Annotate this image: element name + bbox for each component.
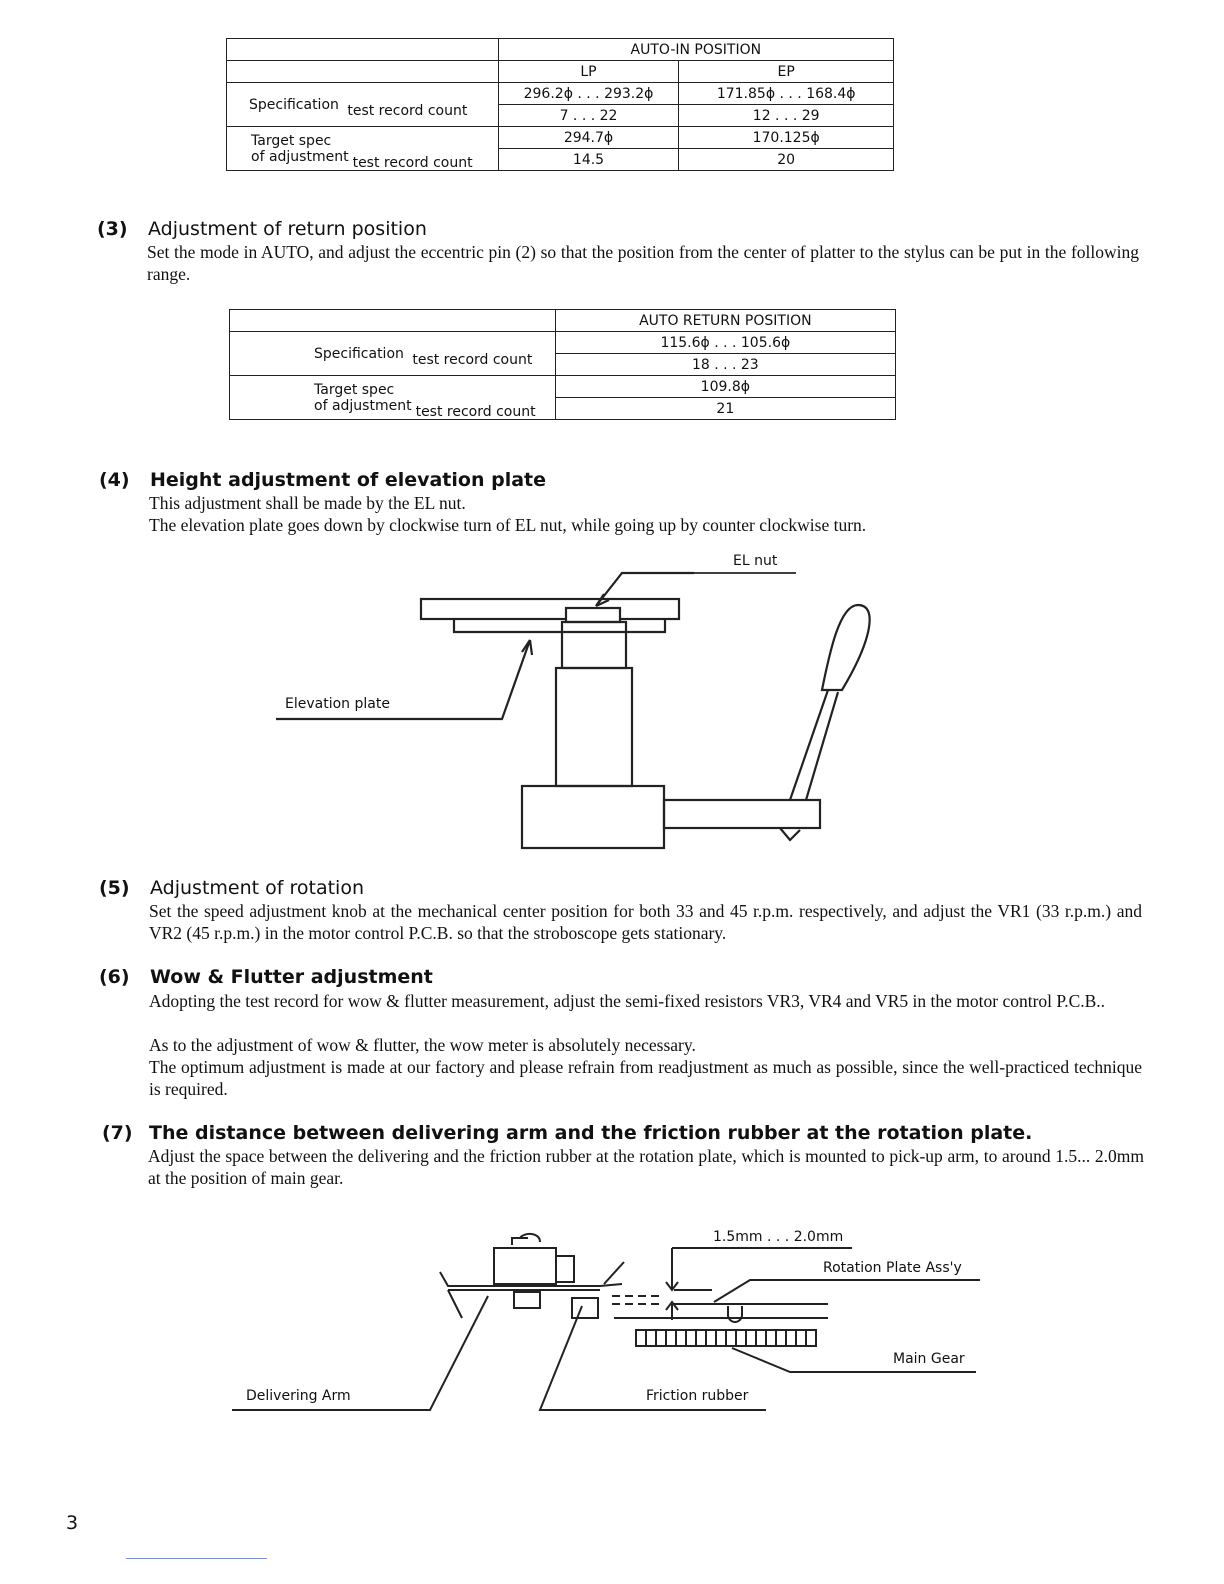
label-distance: 1.5mm . . . 2.0mm xyxy=(713,1229,844,1245)
table2-header: AUTO RETURN POSITION xyxy=(555,310,895,332)
table2-spec: 115.6ϕ . . . 105.6ϕ xyxy=(555,332,895,354)
section5-title: Adjustment of rotation xyxy=(150,877,364,899)
table1-target-spec-label: Target spec xyxy=(251,132,332,149)
auto-in-position-table xyxy=(226,38,894,171)
label-rotation-plate: Rotation Plate Ass'y xyxy=(823,1260,962,1276)
table1-target-count-lp: 14.5 xyxy=(498,149,679,171)
section4-title: Height adjustment of elevation plate xyxy=(150,469,547,491)
table1-target-lp: 294.7ϕ xyxy=(498,127,679,149)
label-friction-rubber: Friction rubber xyxy=(646,1388,749,1404)
table1-specification-label: Specification xyxy=(249,96,339,113)
table2-specification-label: Specification xyxy=(314,345,404,362)
section6-number: (6) xyxy=(99,966,130,988)
section3-title: Adjustment of return position xyxy=(148,218,427,240)
table1-spec-lp: 296.2ϕ . . . 293.2ϕ xyxy=(498,83,679,105)
section6-title: Wow & Flutter adjustment xyxy=(150,966,433,988)
table2-target-spec-label: Target spec xyxy=(314,381,395,398)
section5-body: Set the speed adjustment knob at the mechanical center position for both 33 and 45 r.p.m. respectively, and adjust the VR1 (33 r.p.m.) and VR2 (45 r.p.m.) in the motor control P.C.B. so that the stroboscope gets stationary. xyxy=(149,901,1142,943)
label-elevation-plate: Elevation plate xyxy=(285,696,390,712)
section6-para3: The optimum adjustment is made at our factory and please refrain from readjustment as much as possible, since the well-practiced technique is required. xyxy=(149,1057,1142,1099)
section3-number: (3) xyxy=(97,218,128,240)
label-delivering-arm: Delivering Arm xyxy=(246,1388,351,1404)
table1-target-count-label: test record count xyxy=(352,154,473,171)
table1-col-ep: EP xyxy=(679,61,894,83)
label-main-gear: Main Gear xyxy=(893,1351,965,1367)
section7-title: The distance between delivering arm and the friction rubber at the rotation plate. xyxy=(149,1122,1033,1144)
section4-line1: This adjustment shall be made by the EL nut. xyxy=(149,493,466,513)
table1-count-ep: 12 . . . 29 xyxy=(679,105,894,127)
table1-of-adjustment-label: of adjustment xyxy=(251,148,349,165)
el-nut-shape xyxy=(566,608,620,622)
section5-number: (5) xyxy=(99,877,130,899)
footer-rule xyxy=(126,1558,267,1559)
delivering-arm-diagram xyxy=(230,1225,990,1415)
table1-col-lp: LP xyxy=(498,61,679,83)
auto-return-position-table xyxy=(229,309,896,420)
section4-line2: The elevation plate goes down by clockwise turn of EL nut, while going up by counter clockwise turn. xyxy=(149,515,867,535)
section6-para2: As to the adjustment of wow & flutter, the wow meter is absolutely necessary. xyxy=(149,1035,696,1055)
table2-target: 109.8ϕ xyxy=(555,376,895,398)
table2-target-count: 21 xyxy=(555,398,895,420)
page-number: 3 xyxy=(66,1512,79,1534)
table1-target-count-ep: 20 xyxy=(679,149,894,171)
table2-of-adjustment-label: of adjustment xyxy=(314,397,412,414)
section6-para1: Adopting the test record for wow & flutter measurement, adjust the semi-fixed resistors VR3, VR4 and VR5 in the motor control P.C.B.. xyxy=(149,991,1106,1011)
table2-count-label: test record count xyxy=(412,351,533,368)
table2-count: 18 . . . 23 xyxy=(555,354,895,376)
table2-target-count-label: test record count xyxy=(415,403,536,420)
label-el-nut: EL nut xyxy=(733,553,778,569)
table1-target-ep: 170.125ϕ xyxy=(679,127,894,149)
section4-number: (4) xyxy=(99,469,130,491)
table1-spec-ep: 171.85ϕ . . . 168.4ϕ xyxy=(679,83,894,105)
section7-body: Adjust the space between the delivering and the friction rubber at the rotation plate, which is mounted to pick-up arm, to around 1.5... 2.0mm at the position of main gear. xyxy=(148,1146,1144,1188)
table1-count-label: test record count xyxy=(347,102,468,119)
elevation-plate-shape xyxy=(421,599,679,619)
section7-number: (7) xyxy=(102,1122,133,1144)
section3-body: Set the mode in AUTO, and adjust the eccentric pin (2) so that the position from the center of platter to the stylus can be put in the following range. xyxy=(147,242,1139,284)
table1-header: AUTO-IN POSITION xyxy=(498,39,893,61)
table1-count-lp: 7 . . . 22 xyxy=(498,105,679,127)
